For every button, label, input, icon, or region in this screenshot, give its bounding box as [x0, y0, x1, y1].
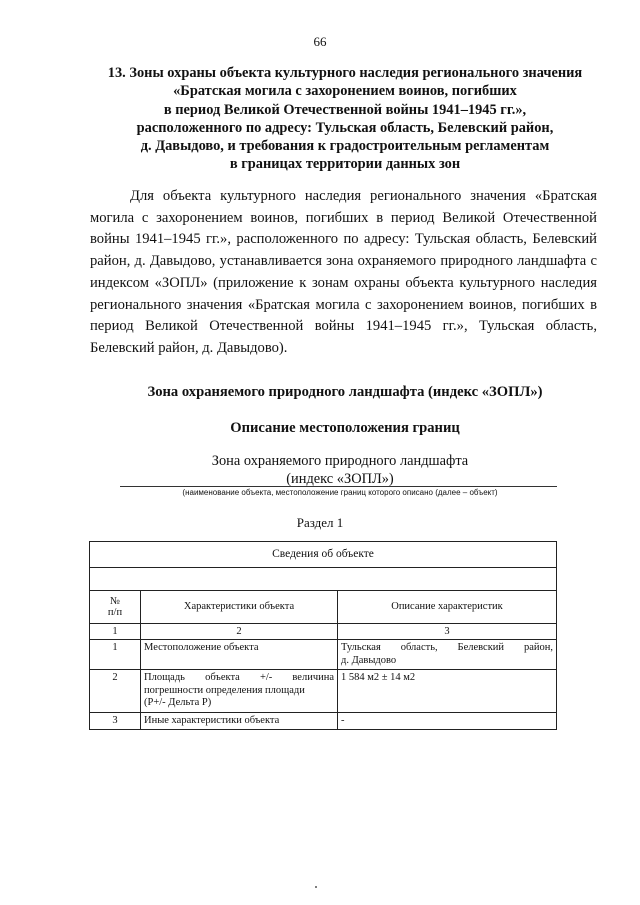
- row-characteristic-line: погрешности определения площади: [144, 684, 305, 696]
- column-index: 1: [90, 624, 141, 640]
- table-empty-row: [90, 568, 557, 591]
- row-description-line: д. Давыдово: [341, 654, 397, 666]
- object-name-line: (индекс «ЗОПЛ»): [286, 471, 394, 487]
- table-row: [90, 670, 557, 713]
- heading-line: 13. Зоны охраны объекта культурного наследия регионального значения: [107, 65, 583, 81]
- row-num: 2: [90, 670, 141, 713]
- object-name: [120, 452, 560, 488]
- row-description: -: [338, 712, 557, 730]
- table-row: [90, 712, 557, 730]
- table-empty-cell: [90, 568, 557, 591]
- row-characteristic-line: Площадь объекта +/- величина: [144, 672, 334, 683]
- description-title: Описание местоположения границ: [230, 420, 460, 436]
- object-name-line: Зона охраняемого природного ландшафта: [211, 453, 469, 469]
- heading-line: «Братская могила с захоронением воинов, погибших: [173, 83, 517, 100]
- section-heading: [80, 64, 610, 174]
- table-title: Сведения об объекте: [90, 542, 557, 568]
- page-number: 66: [313, 34, 327, 49]
- heading-line: в границах территории данных зон: [229, 156, 461, 173]
- object-info-table: [89, 541, 557, 730]
- column-index: 3: [338, 624, 557, 640]
- row-num: 1: [90, 640, 141, 670]
- object-caption: (наименование объекта, местоположение границ которого описано (далее – объект): [182, 488, 498, 497]
- header-num-label: п/п: [107, 607, 123, 618]
- row-characteristic: Местоположение объекта: [141, 640, 338, 670]
- row-description-line: Тульская область, Белевский район,: [341, 642, 553, 653]
- header-description: Описание характеристик: [338, 591, 557, 624]
- row-characteristic-line: (Р+/- Дельта Р): [144, 697, 212, 708]
- header-characteristics: Характеристики объекта: [141, 591, 338, 624]
- table-index-row: [90, 624, 557, 640]
- table-row: [90, 640, 557, 670]
- column-index: 2: [141, 624, 338, 640]
- table-header-row: [90, 591, 557, 624]
- object-name-underline: [120, 486, 557, 487]
- header-num-symbol: №: [109, 596, 121, 607]
- row-description: 1 584 м2 ± 14 м2: [338, 670, 557, 713]
- heading-line: в период Великой Отечественной войны 1941–1945 гг.»,: [163, 101, 527, 118]
- row-description: [338, 640, 557, 670]
- section-label: Раздел 1: [296, 515, 344, 530]
- footer-mark: [315, 886, 317, 888]
- heading-line: расположенного по адресу: Тульская область, Белевский район,: [136, 119, 554, 136]
- row-characteristic: [141, 670, 338, 713]
- row-characteristic: Иные характеристики объекта: [141, 712, 338, 730]
- heading-line: д. Давыдово, и требования к градостроительным регламентам: [140, 138, 550, 155]
- table-title-row: [90, 542, 557, 568]
- zone-title: Зона охраняемого природного ландшафта (индекс «ЗОПЛ»): [147, 384, 543, 400]
- body-paragraph: Для объекта культурного наследия регионального значения «Братская могила с захоронением воинов, погибших в период Великой Отечественной войны 1941–1945 гг.», расположенного по адресу: Тульская область, Белевский район, д. Давыдово, устанавливается зона охраняемого природного ландшафта с индексом «ЗОПЛ» (приложение к зонам охраны объекта культурного наследия регионального значения «Братская могила с захоронением воинов, погибших в период Великой Отечественной войны 1941–1945 гг.», Тульская область, Белевский район, д. Давыдово).: [90, 188, 597, 356]
- row-num: 3: [90, 712, 141, 730]
- header-num: [90, 591, 141, 624]
